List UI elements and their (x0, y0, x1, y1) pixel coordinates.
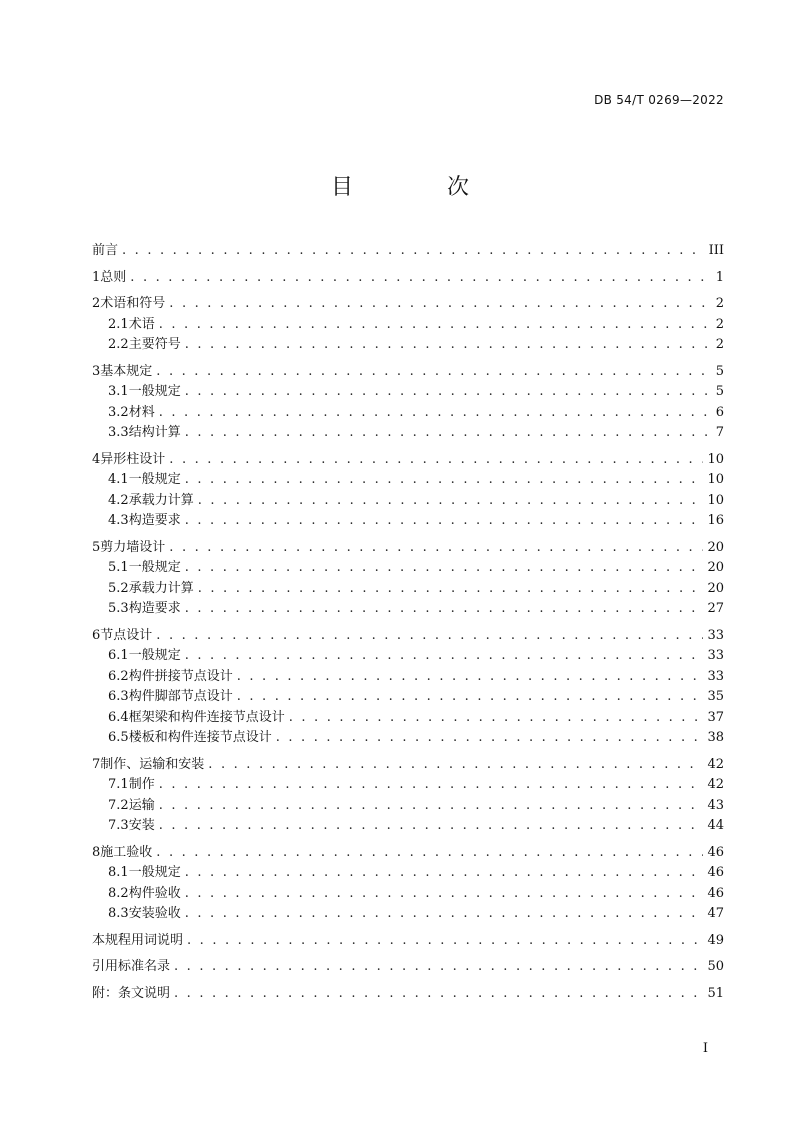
toc-leader-dots (237, 687, 704, 707)
toc-entry-label: 一般规定 (128, 472, 181, 487)
toc-entry-page: 10 (707, 492, 724, 508)
toc-entry-page: 37 (707, 709, 724, 725)
toc-leader-dots (276, 728, 704, 748)
toc-entry-number: 4.2 (108, 492, 129, 508)
toc-entry[interactable] (92, 646, 724, 667)
toc-entry-label: 附：条文说明 (92, 985, 171, 1001)
toc-entry-page: III (708, 243, 724, 258)
toc-entry-number: 5.1 (108, 560, 129, 575)
toc-entry-label: 运输 (128, 797, 155, 813)
toc-entry-page: 16 (707, 513, 724, 528)
toc-entry-page: 42 (707, 756, 724, 772)
toc-entry[interactable] (92, 708, 724, 729)
toc-entry-page: 1 (715, 269, 724, 285)
toc-entry[interactable] (92, 843, 724, 864)
toc-entry[interactable] (92, 558, 724, 579)
toc-entry[interactable] (92, 755, 724, 776)
toc-leader-dots (185, 335, 708, 355)
toc-entry-page: 7 (715, 425, 724, 440)
toc-leader-dots (185, 884, 704, 904)
toc-entry-label: 承载力计算 (128, 492, 194, 508)
toc-leader-dots (237, 667, 704, 687)
toc-leader-dots (198, 579, 704, 599)
toc-entry-number: 7 (92, 756, 101, 772)
toc-entry[interactable] (92, 599, 724, 620)
toc-entry-page: 46 (707, 844, 724, 860)
toc-leader-dots (156, 843, 703, 863)
toc-entry[interactable] (92, 863, 724, 884)
toc-entry-number: 6.5 (108, 730, 129, 745)
toc-entry[interactable] (92, 667, 724, 688)
toc-entry-page: 10 (707, 451, 724, 467)
toc-leader-dots (185, 511, 704, 531)
toc-leader-dots (159, 403, 708, 423)
toc-leader-dots (174, 984, 703, 1004)
toc-entry-label: 前言 (92, 243, 119, 258)
toc-entry-number: 6.4 (108, 709, 129, 725)
toc-entry-label: 总则 (100, 269, 127, 285)
toc-entry-number: 7.3 (108, 818, 129, 833)
toc-entry-page: 51 (707, 985, 724, 1001)
toc-entry-page: 2 (715, 337, 724, 352)
toc-leader-dots (159, 816, 704, 836)
toc-entry[interactable] (92, 335, 724, 356)
toc-entry-number: 2.1 (108, 316, 129, 332)
toc-entry[interactable] (92, 984, 724, 1005)
toc-entry-label: 一般规定 (128, 648, 181, 663)
toc-entry-page: 5 (715, 384, 724, 399)
toc-entry-label: 本规程用词说明 (92, 932, 184, 948)
toc-entry-label: 制作、运输和安装 (100, 756, 205, 772)
toc-entry-number: 3.2 (108, 404, 129, 420)
toc-entry-label: 节点设计 (100, 627, 153, 643)
toc-title: 目 次 (330, 175, 505, 200)
toc-entry-number: 8.1 (108, 865, 129, 880)
toc-entry-label: 引用标准名录 (92, 959, 171, 974)
toc-entry-number: 1 (92, 269, 101, 285)
toc-leader-dots (187, 931, 703, 951)
toc-leader-dots (130, 268, 708, 288)
document-code: DB 54/T 0269—2022 (594, 93, 724, 107)
toc-entry-label: 制作 (128, 777, 155, 792)
toc-entry[interactable] (92, 728, 724, 749)
toc-entry-number: 4 (92, 451, 101, 467)
toc-entry-page: 5 (715, 363, 724, 379)
toc-entry[interactable] (92, 382, 724, 403)
toc-entry[interactable] (92, 538, 724, 559)
toc-entry[interactable] (92, 579, 724, 600)
toc-entry-page: 42 (707, 777, 724, 792)
toc-leader-dots (185, 863, 704, 883)
toc-entry-label: 框架梁和构件连接节点设计 (128, 709, 285, 725)
toc-entry[interactable] (92, 931, 724, 952)
toc-entry-number: 4.3 (108, 513, 129, 528)
toc-entry-page: 27 (707, 601, 724, 616)
toc-entry-label: 安装 (128, 818, 155, 833)
toc-entry[interactable] (92, 315, 724, 336)
toc-entry-label: 剪力墙设计 (100, 539, 166, 555)
toc-entry-page: 33 (707, 668, 724, 684)
toc-entry[interactable] (92, 423, 724, 444)
toc-entry-page: 44 (707, 818, 724, 833)
toc-entry-page: 47 (707, 906, 724, 921)
toc-entry-number: 6 (92, 627, 101, 643)
toc-entry-label: 材料 (128, 404, 155, 420)
toc-leader-dots (159, 775, 704, 795)
toc-entry-number: 7.2 (108, 797, 129, 813)
toc-entry-page: 6 (715, 404, 724, 420)
toc-entry-label: 承载力计算 (128, 580, 194, 596)
toc-entry-label: 一般规定 (128, 865, 181, 880)
toc-entry-label: 一般规定 (128, 384, 181, 399)
toc-entry[interactable] (92, 403, 724, 424)
toc-leader-dots (185, 904, 704, 924)
toc-leader-dots (185, 646, 704, 666)
toc-entry[interactable] (92, 904, 724, 925)
toc-entry-label: 构造要求 (128, 513, 181, 528)
toc-entry-number: 5.3 (108, 601, 129, 616)
toc-leader-dots (156, 362, 708, 382)
toc-leader-dots (169, 294, 708, 314)
toc-entry[interactable] (92, 294, 724, 315)
toc-entry[interactable] (92, 491, 724, 512)
toc-entry-number: 3.1 (108, 384, 129, 399)
toc-leader-dots (169, 450, 703, 470)
toc-entry-page: 46 (707, 865, 724, 880)
toc-leader-dots (156, 626, 703, 646)
toc-entry[interactable] (92, 450, 724, 471)
toc-entry-label: 术语和符号 (100, 296, 166, 311)
toc-leader-dots (174, 957, 703, 977)
toc-entry-number: 7.1 (108, 777, 129, 792)
toc-entry-label: 构造要求 (128, 601, 181, 616)
toc-entry[interactable] (92, 884, 724, 905)
toc-leader-dots (185, 470, 704, 490)
toc-entry-number: 8.2 (108, 885, 129, 901)
toc-entry-page: 33 (707, 648, 724, 663)
toc-entry-number: 2 (92, 296, 101, 311)
toc-entry-page: 33 (707, 627, 724, 643)
toc-entry-page: 2 (715, 316, 724, 332)
toc-entry-number: 8 (92, 844, 101, 860)
toc-entry[interactable] (92, 796, 724, 817)
toc-entry-page: 2 (715, 296, 724, 311)
toc-entry[interactable] (92, 241, 724, 262)
toc-leader-dots (185, 599, 704, 619)
toc-entry-label: 基本规定 (100, 363, 153, 379)
toc-entry[interactable] (92, 511, 724, 532)
toc-entry-number: 5 (92, 539, 101, 555)
toc-leader-dots (198, 491, 704, 511)
toc-entry-page: 35 (707, 689, 724, 704)
toc-entry[interactable] (92, 626, 724, 647)
toc-entry-label: 安装验收 (128, 906, 181, 921)
toc-entry-label: 构件拼接节点设计 (128, 668, 233, 684)
toc-entry-label: 施工验收 (100, 844, 153, 860)
toc-entry-page: 43 (707, 797, 724, 813)
toc-entry-label: 构件验收 (128, 885, 181, 901)
toc-entry[interactable] (92, 957, 724, 978)
toc-leader-dots (159, 315, 708, 335)
toc-entry-label: 术语 (128, 316, 155, 332)
toc-entry-number: 2.2 (108, 337, 129, 352)
toc-leader-dots (208, 755, 703, 775)
toc-leader-dots (289, 708, 704, 728)
toc-entry[interactable] (92, 362, 724, 383)
toc-entry-number: 3 (92, 363, 101, 379)
toc-entry-page: 20 (707, 560, 724, 575)
toc-leader-dots (122, 241, 705, 261)
page-number: I (702, 1041, 708, 1056)
toc-entry-label: 构件脚部节点设计 (128, 689, 233, 704)
toc-entry[interactable] (92, 470, 724, 491)
toc-entry-number: 4.1 (108, 472, 129, 487)
toc-entry-number: 6.1 (108, 648, 129, 663)
table-of-contents (92, 241, 724, 1004)
toc-entry-number: 6.3 (108, 689, 129, 704)
toc-entry-label: 主要符号 (128, 337, 181, 352)
toc-leader-dots (159, 796, 704, 816)
toc-entry[interactable] (92, 687, 724, 708)
toc-entry-label: 结构计算 (128, 425, 181, 440)
toc-entry[interactable] (92, 775, 724, 796)
toc-entry-page: 38 (707, 730, 724, 745)
toc-entry-page: 20 (707, 539, 724, 555)
toc-entry-number: 8.3 (108, 906, 129, 921)
toc-entry-label: 一般规定 (128, 560, 181, 575)
toc-entry-label: 楼板和构件连接节点设计 (128, 730, 272, 745)
toc-leader-dots (185, 558, 704, 578)
toc-entry-page: 50 (707, 959, 724, 974)
toc-entry-page: 20 (707, 580, 724, 596)
toc-leader-dots (169, 538, 703, 558)
toc-entry-page: 46 (707, 885, 724, 901)
toc-entry-number: 3.3 (108, 425, 129, 440)
toc-entry[interactable] (92, 816, 724, 837)
toc-entry-page: 10 (707, 472, 724, 487)
toc-entry-label: 异形柱设计 (100, 451, 166, 467)
toc-entry-number: 6.2 (108, 668, 129, 684)
toc-leader-dots (185, 423, 708, 443)
toc-entry-number: 5.2 (108, 580, 129, 596)
toc-leader-dots (185, 382, 708, 402)
toc-entry[interactable] (92, 268, 724, 289)
toc-entry-page: 49 (707, 932, 724, 948)
